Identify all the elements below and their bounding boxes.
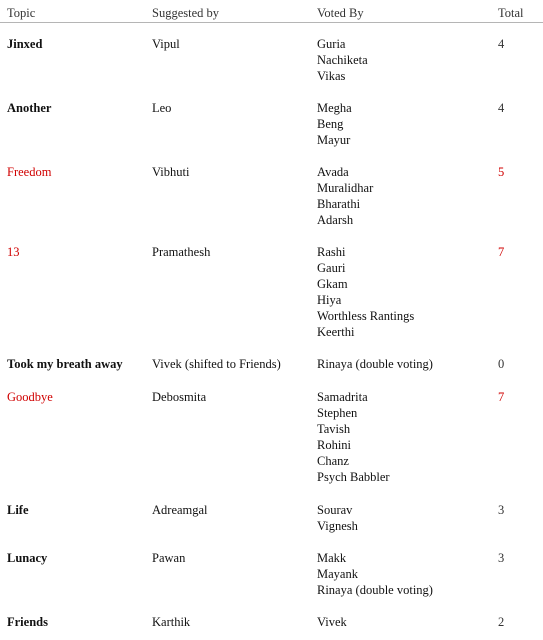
voter-name: Hiya (317, 293, 342, 307)
voter-name: Sourav (317, 503, 353, 517)
voter-name: Samadrita (317, 390, 368, 404)
row-topic: Life (7, 503, 29, 517)
voter-name: Chanz (317, 454, 349, 468)
row-total: 7 (498, 390, 505, 404)
row-voters (317, 550, 433, 598)
row-voters (317, 100, 352, 148)
row-topic: Lunacy (7, 551, 48, 565)
header-total: Total (498, 6, 524, 20)
row-topic: Goodbye (7, 390, 53, 404)
row-voters (317, 614, 347, 630)
row-suggested-by: Pramathesh (152, 245, 211, 259)
voter-name: Worthless Rantings (317, 309, 415, 323)
voter-name: Rashi (317, 245, 346, 259)
row-suggested-by: Leo (152, 101, 172, 115)
voter-name: Avada (317, 165, 349, 179)
voter-name: Guria (317, 37, 346, 51)
row-topic: Friends (7, 615, 48, 629)
voter-name: Vivek (317, 615, 347, 629)
row-suggested-by: Karthik (152, 615, 191, 629)
row-topic: Freedom (7, 165, 52, 179)
row-total: 4 (498, 37, 505, 51)
voter-name: Rohini (317, 438, 352, 452)
voter-name: Makk (317, 551, 347, 565)
voter-name: Gauri (317, 261, 346, 275)
row-suggested-by: Pawan (152, 551, 186, 565)
voter-name: Adarsh (317, 213, 354, 227)
row-total: 7 (498, 245, 505, 259)
voter-name: Gkam (317, 277, 348, 291)
voter-name: Psych Babbler (317, 470, 390, 484)
row-voters (317, 502, 358, 534)
header-voted-by: Voted By (317, 6, 364, 20)
voter-name: Rinaya (double voting) (317, 583, 433, 597)
header-topic: Topic (7, 6, 36, 20)
row-total: 4 (498, 101, 505, 115)
row-suggested-by: Vibhuti (152, 165, 190, 179)
row-voters (317, 389, 390, 485)
row-topic: Jinxed (7, 37, 43, 51)
voter-name: Mayur (317, 133, 351, 147)
row-total: 0 (498, 357, 505, 371)
row-voters (317, 164, 373, 228)
voter-name: Bharathi (317, 197, 361, 211)
voter-name: Muralidhar (317, 181, 374, 195)
table-header (0, 0, 543, 23)
row-suggested-by: Vipul (152, 37, 180, 51)
voter-name: Stephen (317, 406, 358, 420)
row-voters (317, 356, 433, 372)
voter-name: Nachiketa (317, 53, 368, 67)
voter-name: Vikas (317, 69, 346, 83)
voter-name: Megha (317, 101, 352, 115)
row-topic: Another (7, 101, 52, 115)
row-topic: 13 (7, 245, 20, 259)
voter-name: Beng (317, 117, 344, 131)
row-suggested-by: Adreamgal (152, 503, 208, 517)
row-suggested-by: Debosmita (152, 390, 207, 404)
row-voters (317, 36, 368, 84)
voter-name: Mayank (317, 567, 358, 581)
row-total: 5 (498, 165, 505, 179)
voter-name: Vignesh (317, 519, 358, 533)
row-topic: Took my breath away (7, 357, 123, 371)
voter-name: Rinaya (double voting) (317, 357, 433, 371)
row-voters (317, 244, 414, 340)
row-total: 3 (498, 503, 505, 517)
header-suggested-by: Suggested by (152, 6, 220, 20)
voter-name: Keerthi (317, 325, 355, 339)
row-total: 3 (498, 551, 505, 565)
row-total: 2 (498, 615, 505, 629)
voter-name: Tavish (317, 422, 351, 436)
row-suggested-by: Vivek (shifted to Friends) (152, 357, 281, 371)
